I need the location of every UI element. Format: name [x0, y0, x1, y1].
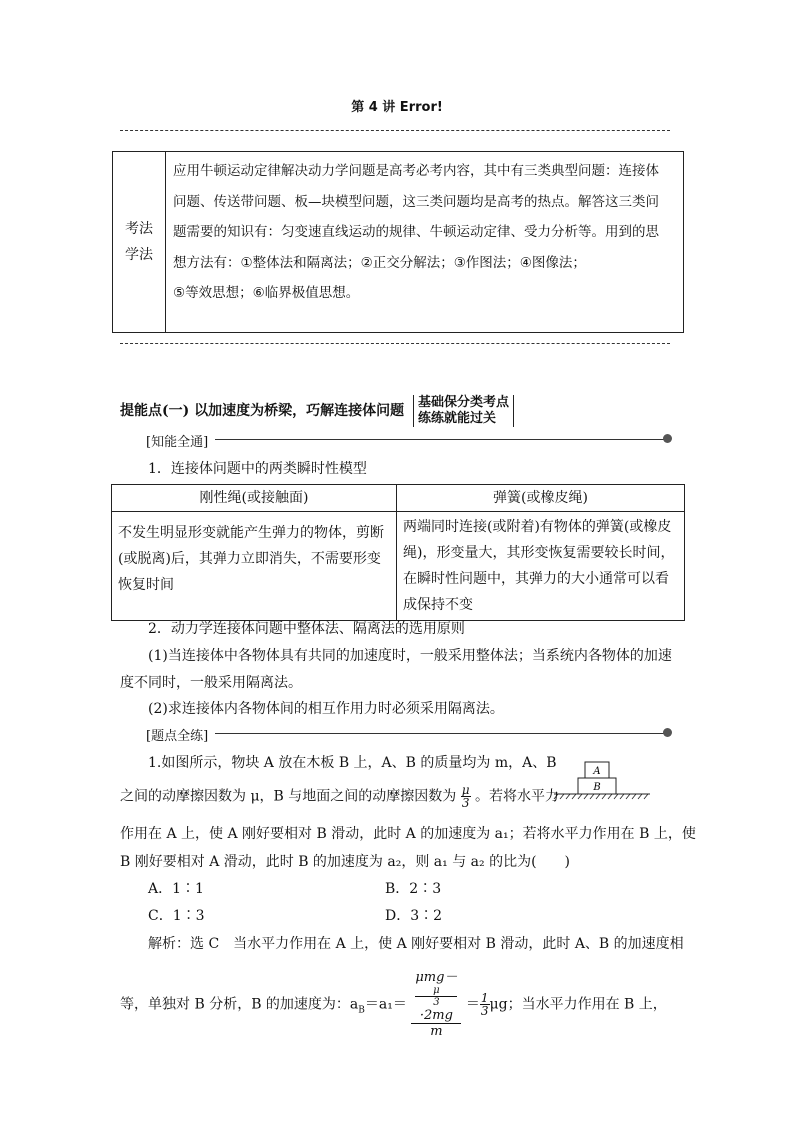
block-b-label: B	[593, 782, 601, 793]
tag-tidian: [题点全练]	[146, 729, 209, 744]
kaofa-text	[173, 156, 673, 309]
rule-end-dot	[663, 728, 672, 737]
answer-line2-part-b: ＝a₁＝	[364, 996, 407, 1013]
kaofa-line: 题需要的知识有：匀变速直线运动的规律、牛顿运动定律、受力分析等。用到的思	[173, 224, 659, 240]
kaofa-label-line2: 学法	[125, 247, 153, 263]
option-d: D．3∶2	[385, 908, 443, 924]
question-line1: 1.如图所示，物块 A 放在木板 B 上，A、B 的质量均为 m，A、B	[148, 755, 557, 771]
fraction-denominator: 3	[461, 796, 470, 810]
answer-line2-equals: ＝	[465, 996, 480, 1013]
bracket-line1: 基础保分类考点	[418, 395, 510, 410]
question-line3: 作用在 A 上，使 A 刚好要相对 B 滑动，此时 A 的加速度为 a₁；若将水平力作用在 B 上，使	[120, 826, 696, 842]
mu-over-3-fraction	[461, 784, 471, 809]
tag-zhineng: [知能全通]	[146, 435, 209, 450]
formula-numerator	[411, 970, 461, 1024]
result-numerator: 1	[480, 991, 489, 1005]
section-heading-text: 提能点(一) 以加速度为桥梁，巧解连接体问题	[120, 403, 405, 419]
dashed-divider-bottom	[120, 343, 670, 344]
block-figure	[552, 758, 652, 800]
answer-line1: 解析：选 C 当水平力作用在 A 上，使 A 刚好要相对 B 滑动，此时 A、B 的加速度相	[148, 936, 684, 952]
section-heading	[120, 395, 514, 427]
table-cell-spring: 两端同时连接(或附着)有物体的弹簧(或橡皮绳)，形变量大，其形变恢复需要较长时间，在瞬时性问题中，其弹力的大小通常可以看成保持不变	[397, 512, 685, 621]
answer-line2	[120, 970, 667, 1039]
inner-numerator: μ	[415, 985, 457, 997]
point2-title: 2．动力学连接体问题中整体法、隔离法的选用原则	[148, 621, 465, 637]
option-a: A．1∶1	[148, 881, 204, 897]
kaofa-label-line1: 考法	[125, 221, 153, 237]
option-c: C．1∶3	[148, 908, 205, 924]
kaofa-label	[113, 152, 166, 332]
point2-paragraph1-line2: 度不同时，一般采用隔离法。	[120, 675, 302, 691]
formula-inner-fraction	[415, 985, 457, 1008]
rule-end-dot	[663, 434, 672, 443]
question-line4: B 刚好要相对 A 滑动，此时 B 的加速度为 a₂，则 a₁ 与 a₂ 的比为( )	[120, 854, 570, 870]
answer-line2-part-a: 等，单独对 B 分析，B 的加速度为：a	[120, 996, 359, 1013]
tag-zhineng-rule	[215, 439, 667, 440]
tag-tidian-rule	[215, 733, 667, 734]
inner-denominator: 3	[433, 997, 440, 1008]
question-line2-part-a: 之间的动摩擦因数为 μ，B 与地面之间的动摩擦因数为	[120, 788, 457, 805]
table-cell-rigid: 不发生明显形变就能产生弹力的物体，剪断(或脱离)后，其弹力立即消失，不需要形变恢复时间	[112, 512, 397, 621]
question-line2-part-b: 。若将水平力	[475, 788, 560, 805]
comparison-table	[111, 484, 685, 621]
point2-paragraph1-line1: (1)当连接体中各物体具有共同的加速度时，一般采用整体法；当系统内各物体的加速	[148, 648, 672, 664]
acceleration-formula	[411, 970, 461, 1039]
kaofa-line: 应用牛顿运动定律解决动力学问题是高考必考内容，其中有三类典型问题：连接体	[173, 163, 659, 179]
ground-hatch	[554, 794, 648, 799]
formula-denominator: m	[430, 1024, 443, 1039]
table-header-rigid: 刚性绳(或接触面)	[112, 485, 397, 512]
point2-paragraph2: (2)求连接体内各物体间的相互作用力时必须采用隔离法。	[148, 701, 504, 717]
section-bracket-note	[413, 395, 514, 427]
kaofa-line: 问题、传送带问题、板—块模型问题，这三类问题均是高考的热点。解答这三类问	[173, 193, 659, 210]
result-fraction	[480, 992, 490, 1017]
point1-title: 1．连接体问题中的两类瞬时性模型	[148, 461, 367, 477]
bracket-line2: 练练就能过关	[418, 411, 497, 426]
kaofa-line: 想方法有：①整体法和隔离法；②正交分解法；③作图法；④图像法；	[173, 254, 586, 271]
kaofa-line: ⑤等效思想；⑥临界极值思想。	[173, 285, 360, 301]
block-a-label: A	[593, 766, 601, 777]
formula-num-b: ·2mg	[419, 1008, 453, 1023]
answer-subscript-b: B	[358, 1005, 365, 1016]
page-title: 第 4 讲 Error!	[351, 100, 443, 115]
formula-num-a: μmg－	[415, 970, 458, 985]
fraction-numerator: μ	[461, 783, 470, 797]
kaofa-box	[112, 151, 684, 333]
dashed-divider-top	[120, 130, 670, 131]
option-b: B．2∶3	[385, 881, 442, 897]
answer-line2-part-d: μg；当水平力作用在 B 上，	[489, 996, 667, 1013]
table-header-spring: 弹簧(或橡皮绳)	[397, 485, 685, 512]
question-line2	[120, 784, 559, 809]
result-denominator: 3	[480, 1004, 489, 1018]
